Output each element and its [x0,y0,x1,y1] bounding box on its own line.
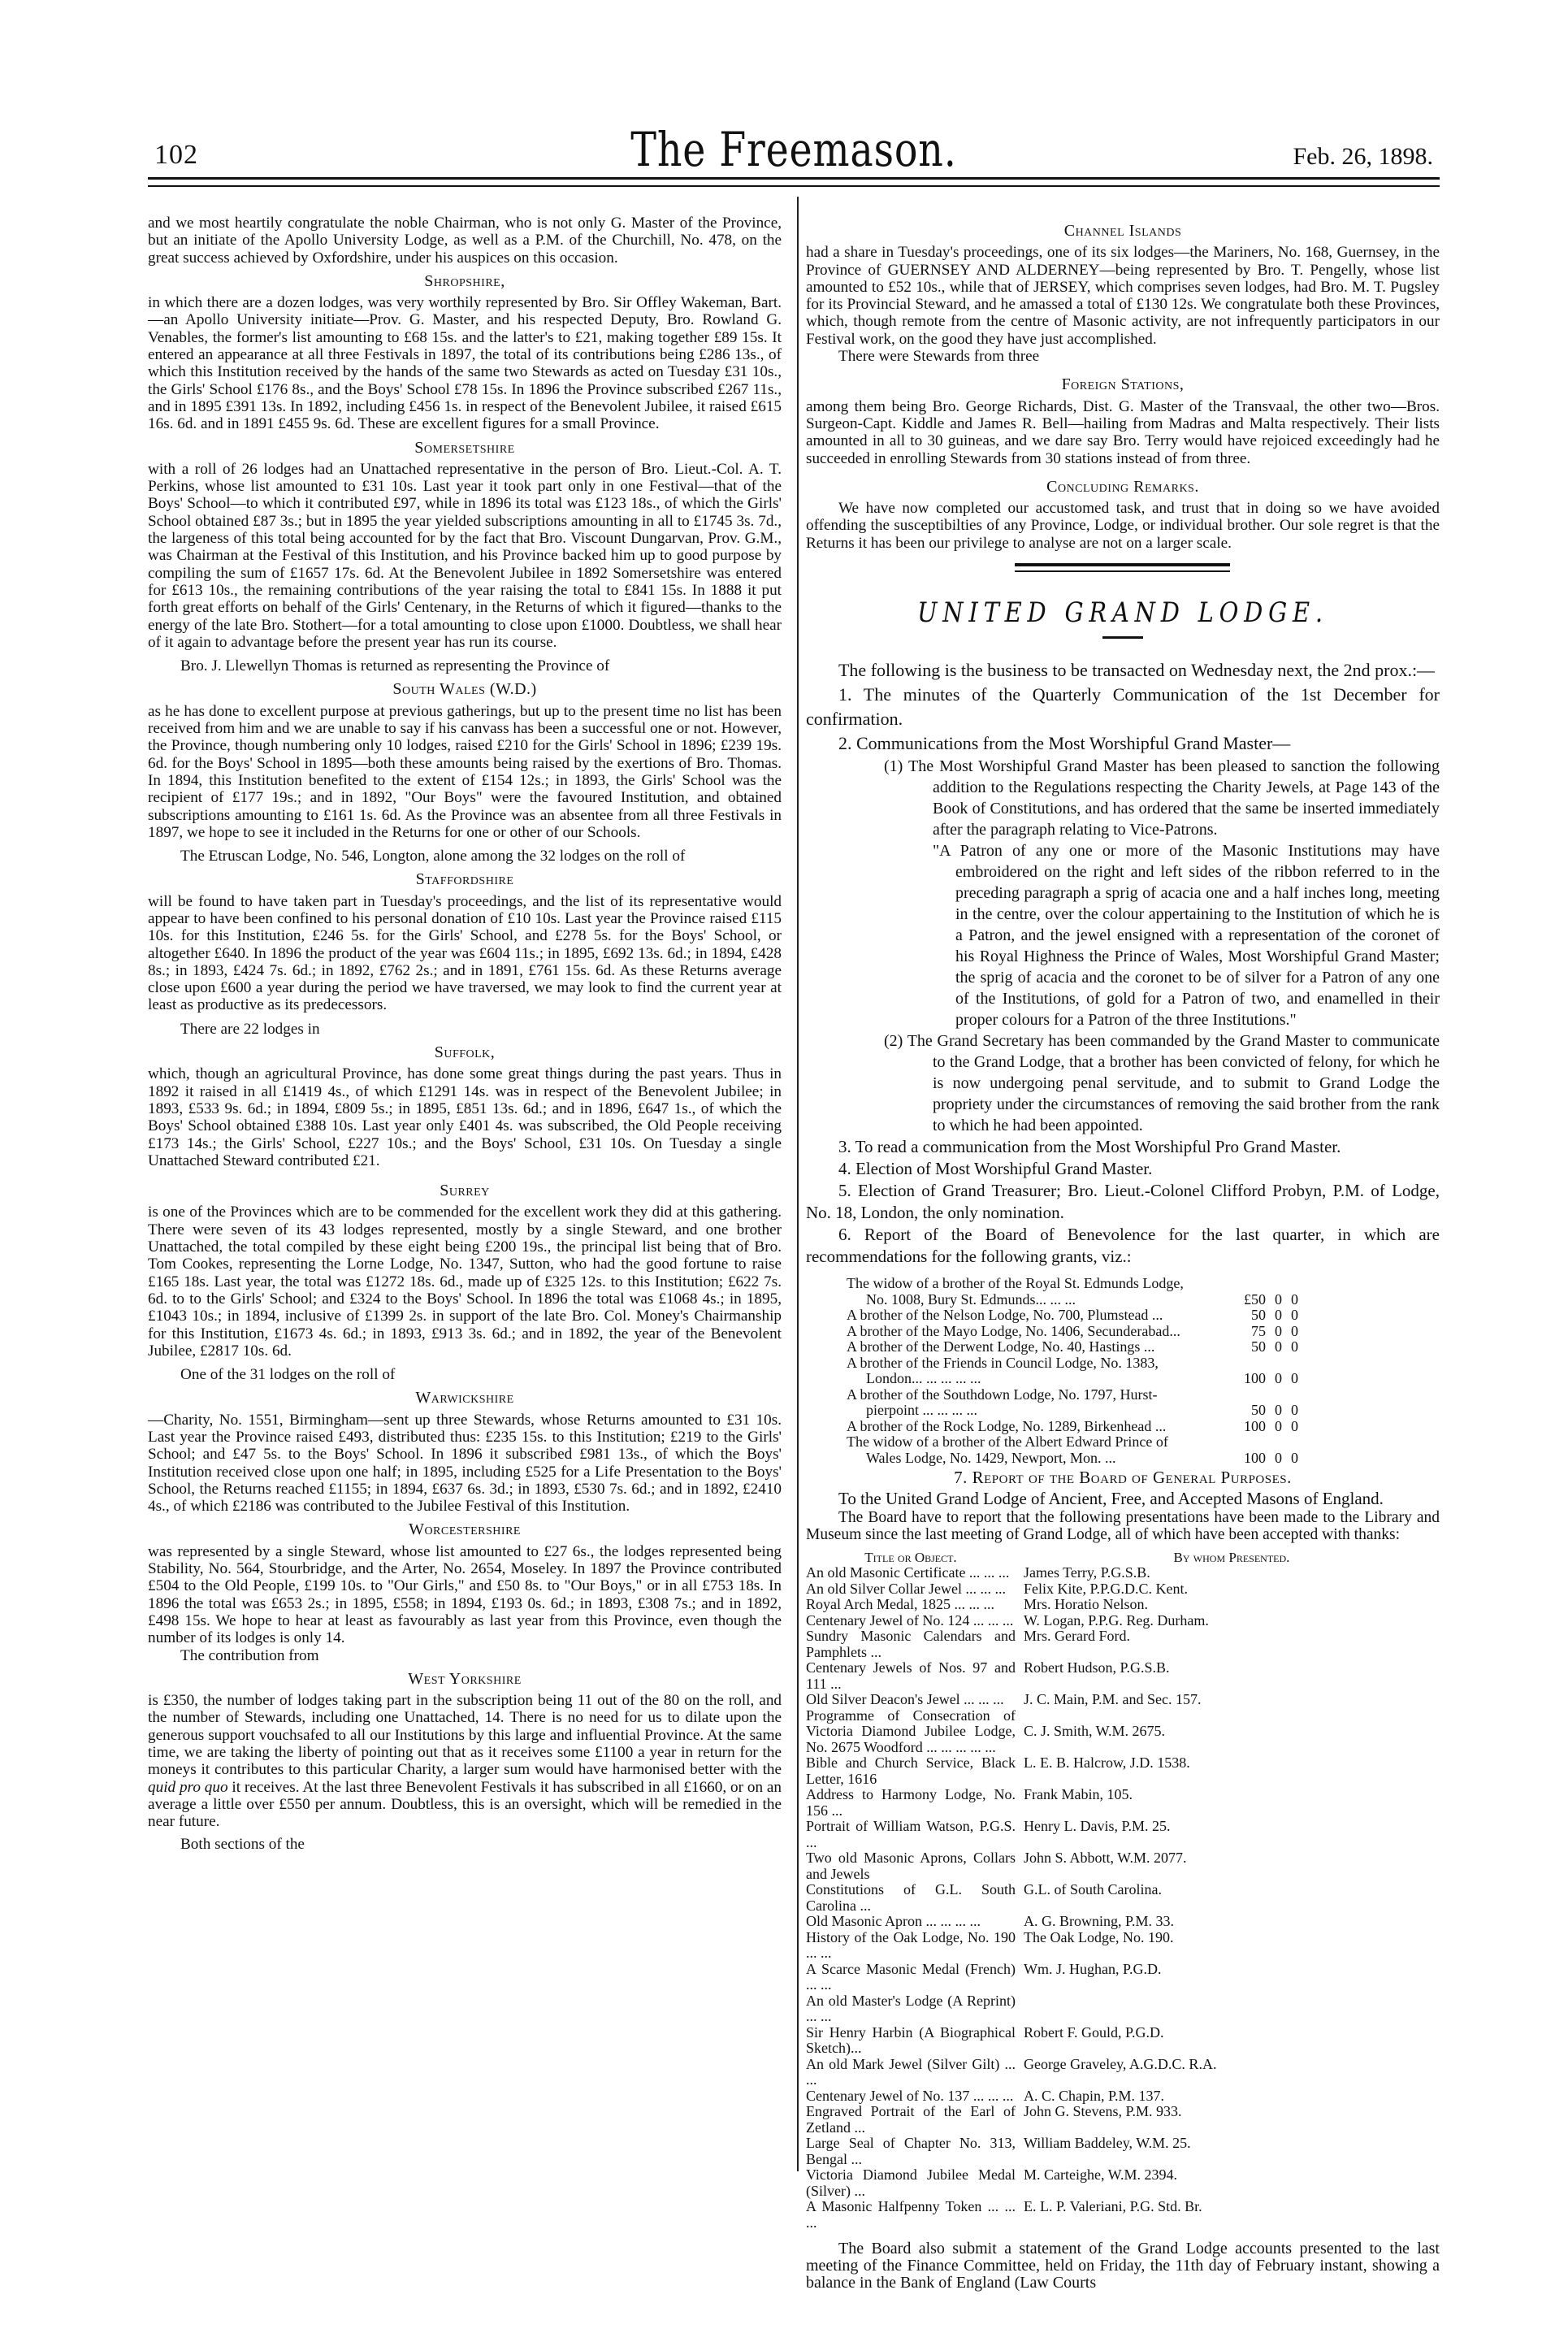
section-body-worcestershire: was represented by a single Steward, whose list amounted to £27 6s., the lodges represented being Stability, No. 564, Stourbridge, and the Arter, No. 2654, Moseley. In 1897 the Province contributed £504 to the Old People, £199 10s. to "Our Girls," and £50 8s. to "Our Boys," or in all £753 18s. In 1896 the total was £653 2s.; in 1895, £558; in 1894, £193 0s. 6d.; in 1893, £308 7s.; and in 1892, £498 15s. We hope to hear at least as favourably as last year from this Province, even though the number of its lodges is only 14. [148,1542,782,1647]
presentation-object: Old Silver Deacon's Jewel ... ... ... [805,1691,1004,1708]
grant-pounds: 100 [1243,1449,1266,1466]
section-body-channel-islands: had a share in Tuesday's proceedings, one of its six lodges—the Mariners, No. 168, Guernsey, in the Province of GUERNSEY AND ALDERNEY—being represented by Bro. T. Pengelly, whose list amounted to £52 10s., while that of JERSEY, which comprises seven lodges, had Bro. M. T. Pugsley for its Provincial Steward, and he amassed a total of £130 12s. We congratulate both these Provinces, which, though remote from the centre of Masonic activity, are not infrequently participators in our Festival work, on the good they have just accomplished. [805,244,1440,348]
presentation-object: Centenary Jewel of No. 137 ... ... ... [805,2087,1014,2104]
lead-in-south-wales: Bro. J. Llewellyn Thomas is returned as representing the Province of [180,657,610,675]
ugl-item-7-intro: The Board have to report that the following presentations have been made to the Library and Museum since the last meeting of Grand Lodge, all of which have been accepted with thanks: [805,1508,1440,1543]
grant-pounds: 100 [1243,1370,1266,1387]
ugl-intro: The following is the business to be transacted on Wednesday next, the 2nd prox.:— [838,660,1436,681]
presentation-donor: W. Logan, P.P.G. Reg. Durham. [1023,1611,1209,1629]
ugl-closing-paragraph: The Board also submit a statement of the Grand Lodge accounts presented to the last meeting of the Finance Committee, held on Friday, the 11th day of February instant, showing a balance in the Bank of England (Law Courts [805,2240,1440,2292]
presentation-row [806,2057,1440,2088]
section-heading-surrey: Surrey [440,1182,490,1200]
article-separator-thin [1015,570,1230,572]
grant-pence: 0 [1290,1370,1298,1387]
grant-pence: 0 [1290,1322,1298,1339]
presentation-donor: The Oak Lodge, No. 190. [1023,1928,1174,1945]
section-body-west-yorkshire [148,1692,782,1830]
grant-line-1: A brother of the Friends in Council Lodge, No. 1383, [846,1354,1159,1371]
grant-pounds: 50 [1250,1402,1266,1419]
grant-shillings: 0 [1274,1449,1282,1466]
lead-in-west-yorkshire: The contribution from [180,1646,319,1664]
presentation-donor: Robert Hudson, P.G.S.B. [1023,1659,1170,1676]
presentation-donor: C. J. Smith, W.M. 2675. [1023,1723,1166,1740]
grant-description [847,1419,1237,1435]
article-title-united-grand-lodge: UNITED GRAND LODGE. [917,596,1328,630]
presentation-donor: Mrs. Horatio Nelson. [1023,1596,1148,1613]
lead-in-staffordshire: The Etruscan Lodge, No. 546, Longton, alone among the 32 lodges on the roll of [180,848,686,865]
grant-description [847,1434,1237,1466]
grant-line-2: pierpoint ... ... ... ... [865,1402,977,1419]
west-yorkshire-text-a: is £350, the number of lodges taking part in the subscription being 11 out of the 80 on the roll, and the number of Stewards, including one Unattached, 14. There is no need for us to dilate upon the generous support vouchsafed to all our Institutions by this large and influential Province. At the same time, we are taking the liberty of pointing out that as it receives some £1100 a year in return for the moneys it contributes to this particular Charity, a larger sum would have harmonised better with the [148,1692,782,1779]
grant-line-1: The widow of a brother of the Albert Edward Prince of [846,1433,1168,1451]
grant-pence: 0 [1290,1449,1298,1466]
presentation-row [806,2025,1440,2057]
united-grand-lodge-body [806,658,1440,756]
presentation-row [806,2167,1440,2199]
presentation-donor: Wm. J. Hughan, P.G.D. [1023,1960,1162,1977]
presentations-table [806,1550,1440,2231]
presentation-donor: A. C. Chapin, P.M. 137. [1023,2087,1165,2104]
ugl-items-3-6 [806,1136,1440,1268]
grant-line-2: No. 1008, Bury St. Edmunds... ... ... [865,1290,1076,1308]
grant-row [847,1419,1298,1435]
presentation-object: Victoria Diamond Jubilee Medal (Silver) ... [805,2166,1016,2199]
presentation-row [806,1708,1440,1756]
article-separator-thick [1015,563,1230,566]
presentation-row [806,1755,1440,1787]
grant-line-1: A brother of the Southdown Lodge, No. 1797, Hurst- [846,1386,1158,1403]
presentation-donor: George Graveley, A.G.D.C. R.A. [1023,2055,1217,2072]
section-body-warwickshire: —Charity, No. 1551, Birmingham—sent up three Stewards, whose Returns amounted to £31 10s. Last year the Province raised £493, distributed thus: £235 15s. to this Institution; £219 to the Girls' School; and £47 5s. to the Boys' School. In 1896 it subscribed £981 13s., of which the Boys' Institution received close upon one half; in 1895, including £525 for a Life Presentation to the Boys' School, the Returns reached £1155; in 1894, £637 6s. 3d.; in 1893, £530 7s. 6d.; and in 1892, £2410 4s., of which £2186 was contributed to the Jubilee Festival of this Institution. [148,1411,782,1516]
grant-pounds: 100 [1243,1417,1266,1434]
title-underline [1102,636,1143,639]
section-heading-shropshire: Shropshire, [424,271,505,290]
presentation-row [806,1692,1440,1708]
ugl-item-2-sub-1: (1) The Most Worshipful Grand Master has been pleased to sanction the following addition to the Regulations respecting the Charity Jewels, at Page 143 of the Book of Constitutions, and has ordered that the same be inserted immediately after the paragraph relating to Vice-Patrons. [883,757,1440,839]
presentation-donor: E. L. P. Valeriani, P.G. Std. Br. [1023,2198,1202,2215]
grant-line-1: A brother of the Rock Lodge, No. 1289, Birkenhead ... [846,1417,1167,1434]
section-body-south-wales: as he has done to excellent purpose at previous gatherings, but up to the present time no list has been received from him and we are unable to say if his canvass has been a successful one or not. However, the Province, though numbering only 10 lodges, raised £210 for the Girls' School in 1896; £239 19s. 6d. for the Boys' School in 1895—both these amounts being raised by the exertions of Bro. Thomas. In 1894, this Institution benefited to the extent of £154 12s.; in 1893, the Girls' School was the recipient of £177 19s.; and in 1892, "Our Boys" were the favoured Institution, and obtained subscriptions amounting to £161 1s. 6d. As the Province was an absentee from all three Festivals in 1897, we hope to see it included in the Returns for one or other of our Schools. [148,702,782,841]
presentation-object: A Masonic Halfpenny Token ... ... ... [805,2198,1016,2231]
grant-pence: 0 [1290,1417,1298,1434]
right-column [806,215,1440,2292]
columns [148,215,1440,2292]
section-heading-channel-islands: Channel Islands [1063,222,1182,240]
grant-shillings: 0 [1274,1417,1282,1434]
presentation-row [806,2199,1440,2231]
presentation-object: Large Seal of Chapter No. 313, Bengal ... [805,2135,1016,2167]
presentation-donor: Mrs. Gerard Ford. [1023,1628,1130,1645]
grant-line-2: Wales Lodge, No. 1429, Newport, Mon. ... [865,1449,1116,1466]
section-heading-west-yorkshire: West Yorkshire [408,1669,522,1688]
grant-shillings: 0 [1274,1370,1282,1387]
presentation-object: Old Masonic Apron ... ... ... ... [805,1913,981,1930]
newspaper-page [148,122,1440,2292]
grant-pounds: £50 [1243,1290,1266,1308]
presentation-object: Bible and Church Service, Black Letter, 1616 [805,1754,1016,1787]
section-heading-foreign-stations: Foreign Stations, [1061,375,1185,394]
lead-in-continued: Both sections of the [180,1835,305,1853]
presentation-donor [1016,1993,1440,2025]
presentation-donor: John G. Stevens, P.M. 933. [1023,2103,1182,2120]
presentation-row [806,1962,1440,1993]
presentation-object: Address to Harmony Lodge, No. 156 ... [805,1786,1016,1819]
lead-in-warwickshire: One of the 31 lodges on the roll of [180,1366,396,1384]
presentation-donor: M. Carteighe, W.M. 2394. [1023,2166,1177,2184]
section-body-somersetshire: with a roll of 26 lodges had an Unattached representative in the person of Bro. Lieut.-Col. A. T. Perkins, whose list amounted to £31 10s. Last year it took part only in one Festival—that of the Boys' School—to which it contributed £97, while in 1896 its total was £123 18s., of which the Girls' School obtained £87 3s.; but in 1895 the year yielded subscriptions amounting in all to £1745 3s. 7d., the largeness of this total being accounted for by the fact that Bro. Viscount Dungarvan, Prov. G.M., was Chairman at the Festival of this Institution, and his Province backed him up to good purpose by compiling the sum of £1657 17s. 6d. At the Benevolent Jubilee in 1892 Somersetshire was entered for £613 10s., the remaining contributions of the year raising the total to £841 15s. In 1888 it put forth great efforts on behalf of the Girls' Centenary, in the Returns of which it figured—thanks to the energy of the late Bro. Stothert—for a total amounting to close upon £1000. Doubtless, we shall hear of it again to advantage before the present year has run its course. [148,460,782,651]
presentation-row [806,1565,1440,1581]
grant-line-2: London... ... ... ... ... [865,1370,981,1387]
grant-row [847,1387,1298,1419]
section-body-shropshire: in which there are a dozen lodges, was very worthily represented by Bro. Sir Offley Wakeman, Bart.—an Apollo University initiate—Prov. G. Master, and his respected Deputy, Bro. Rowland G. Venables, the former's list amounting to £68 15s. and the latter's to £21, making together £89 15s. It entered an appearance at all three Festivals in 1897, the total of its contributions being £286 13s., of which this Institution received by the hands of the same two Stewards as acted on Tuesday £31 10s., the Girls' School £176 8s., and the Boys' School £78 15s. In 1896 the Province subscribed £267 11s., and in 1895 £391 13s. In 1892, including £456 1s. in respect of the Benevolent Jubilee, it raised £615 16s. 6d. and in 1891 £455 9s. 6d. These are excellent figures for a small Province. [148,294,782,433]
grant-description [847,1355,1237,1387]
grant-row [847,1324,1298,1340]
presentation-row [806,1613,1440,1629]
issue-date: Feb. 26, 1898. [1293,143,1433,170]
grant-row [847,1308,1298,1324]
presentation-donor: G.L. of South Carolina. [1023,1881,1162,1898]
masthead-rule-bottom [148,185,1440,187]
presentation-object: An old Masonic Certificate ... ... ... [805,1564,1010,1581]
ugl-item-6: 6. Report of the Board of Benevolence for the last quarter, in which are recommendations for the following grants, viz.: [805,1225,1440,1267]
presentation-donor: Frank Mabin, 105. [1023,1786,1133,1803]
presentation-object: Two old Masonic Aprons, Collars and Jewels [805,1850,1016,1882]
presentation-donor: Robert F. Gould, P.G.D. [1023,2023,1164,2041]
section-heading-worcestershire: Worcestershire [409,1520,521,1539]
presentation-row [806,1581,1440,1598]
presentation-row [806,1597,1440,1613]
presentation-donor: John S. Abbott, W.M. 2077. [1023,1850,1187,1867]
left-column [148,215,790,2292]
section-heading-staffordshire: Staffordshire [415,870,514,889]
presentation-object: An old Master's Lodge (A Reprint) ... ... [805,1992,1016,2025]
page-number: 102 [154,140,198,170]
lead-in-suffolk: There are 22 lodges in [180,1020,320,1038]
presentation-object: Constitutions of G.L. South Carolina ... [805,1881,1016,1914]
west-yorkshire-text-b: it receives. At the last three Benevolent Festivals it has subscribed in all £1660, or on an average a little over £550 per annum. Doubtless, this is an oversight, which will be remedied in the near future. [148,1778,782,1831]
header-title-or-object: Title or Object. [864,1549,957,1565]
grant-description [847,1324,1237,1340]
masthead-rules [148,172,1440,195]
section-body-foreign-stations: among them being Bro. George Richards, Dist. G. Master of the Transvaal, the other two—Bros. Surgeon-Capt. Kiddle and James R. Bell—hailing from Madras and Malta respectively. Their lists amounted in all to 30 guineas, and we dare say Bro. Terry would have rejoiced exceedingly had he succeeded in enrolling Stewards from 30 stations instead of from three. [805,397,1440,467]
masthead [148,122,1440,177]
presentation-row [806,1914,1440,1930]
grant-pence: 0 [1290,1402,1298,1419]
presentation-object: Sir Henry Harbin (A Biographical Sketch)... [805,2023,1016,2057]
presentation-row [806,1787,1440,1819]
presentation-object: An old Mark Jewel (Silver Gilt) ... ... [805,2055,1016,2088]
presentation-donor: Henry L. Davis, P.M. 25. [1023,1818,1171,1835]
grant-pence: 0 [1290,1307,1298,1324]
section-heading-concluding-remarks: Concluding Remarks. [1046,477,1199,496]
presentation-donor: Felix Kite, P.P.G.D.C. Kent. [1023,1580,1189,1597]
grant-shillings: 0 [1274,1402,1282,1419]
grant-description [847,1339,1237,1355]
grant-shillings: 0 [1274,1307,1282,1324]
lead-in-foreign-stations: There were Stewards from three [838,348,1040,366]
presentation-donor: A. G. Browning, P.M. 33. [1023,1913,1175,1930]
header-by-whom: By whom Presented. [1173,1549,1290,1565]
grant-shillings: 0 [1274,1290,1282,1308]
ugl-item-7-heading: 7. Report of the Board of General Purposes. [954,1468,1292,1488]
grant-line-1: A brother of the Derwent Lodge, No. 40, Hastings ... [846,1338,1155,1355]
presentation-row [806,2104,1440,2136]
presentation-object: Portrait of William Watson, P.G.S. ... [805,1818,1016,1850]
grant-description [847,1308,1237,1324]
grant-shillings: 0 [1274,1338,1282,1355]
presentation-donor: William Baddeley, W.M. 25. [1023,2135,1191,2152]
grant-row [847,1355,1298,1387]
presentation-row [806,1629,1440,1660]
publication-title: The Freemason. [630,122,957,177]
presentation-object: Centenary Jewel of No. 124 ... ... ... [805,1611,1014,1629]
presentation-object: Centenary Jewels of Nos. 97 and 111 ... [805,1659,1016,1692]
presentation-row [806,1850,1440,1882]
section-body-suffolk: which, though an agricultural Province, has done some great things during the past years. Thus in 1892 it raised in all £1419 4s., of which £1291 14s. was in respect of the Benevolent Jubilee; in 1893, £533 9s. 6d.; in 1894, £809 5s.; in 1895, £851 13s. 6d.; and in 1896, £647 1s., of which the Boys' School obtained £388 10s. Last year only £401 4s. was subscribed, the Old People receiving £173 14s.; the Girls' School, £227 10s.; and the Boys' School, £31 10s. On Tuesday a single Unattached Steward contributed £21. [148,1065,782,1169]
ugl-item-2-sub-2: (2) The Grand Secretary has been commanded by the Grand Master to communicate to the Grand Lodge, that a brother has been convicted of felony, for which he is now undergoing penal servitude, and to submit to Grand Lodge the propriety under the circumstances of removing the said brother from the rank to which he had been appointed. [883,1032,1440,1135]
ugl-item-1: 1. The minutes of the Quarterly Communication of the 1st December for confirmation. [805,684,1440,730]
presentations-header-row [806,1550,1440,1566]
grant-line-1: A brother of the Mayo Lodge, No. 1406, Secunderabad... [846,1322,1180,1339]
presentation-row [806,1660,1440,1692]
presentation-row [806,2088,1440,2105]
grant-pence: 0 [1290,1338,1298,1355]
ugl-item-5: 5. Election of Grand Treasurer; Bro. Lieut.-Colonel Clifford Probyn, P.M. of Lodge, No. 18, London, the only nomination. [805,1181,1440,1223]
presentation-row [806,1993,1440,2025]
grant-pounds: 50 [1250,1338,1266,1355]
section-body-staffordshire: will be found to have taken part in Tuesday's proceedings, and the list of its representative would appear to have been confined to his personal donation of £10 10s. Last year the Province raised £115 10s. for this Institution, £246 5s. for the Girls' School, and £278 5s. for the Boys' School, or altogether £640. In 1896 the product of the year was £604 11s.; in 1895, £692 13s. 6d.; in 1894, £428 8s.; in 1893, £424 7s. 6d.; in 1892, £762 2s.; and in 1891, £761 15s. 6d. As these Returns average close upon £600 a year during the period we have traversed, we may look to find the current year at least as productive as its predecessors. [148,892,782,1014]
presentation-donor: J. C. Main, P.M. and Sec. 157. [1023,1691,1202,1708]
grants-table [847,1276,1298,1466]
grant-shillings: 0 [1274,1322,1282,1339]
presentation-donor: James Terry, P.G.S.B. [1023,1564,1150,1581]
grant-pounds: 75 [1250,1322,1266,1339]
presentation-row [806,2136,1440,2167]
grant-row [847,1276,1298,1308]
presentation-donor: L. E. B. Halcrow, J.D. 1538. [1023,1754,1190,1772]
section-heading-south-wales: South Wales (W.D.) [392,680,537,699]
grant-description [847,1276,1237,1308]
presentation-object: Sundry Masonic Calendars and Pamphlets ... [805,1628,1016,1660]
presentation-object: Programme of Consecration of Victoria Diamond Jubilee Lodge, No. 2675 Woodford ... ... ... ... ... [805,1707,1016,1755]
section-heading-warwickshire: Warwickshire [415,1389,514,1407]
presentation-object: An old Silver Collar Jewel ... ... ... [805,1580,1006,1597]
section-body-surrey: is one of the Provinces which are to be commended for the excellent work they did at this gathering. There were seven of its 43 lodges represented, mostly by a single Steward, and one brother Unattached, the total compiled by these eight being £200 19s., the principal list being that of Bro. Tom Cookes, representing the Lorne Lodge, No. 1347, Sutton, who had the good fortune to raise £165 18s. Last year, the total was £1272 18s. 6d., made up of £325 12s. to this Institution; £622 7s. 6d. to to the Girls' School; and £324 to the Boys' School. In 1896 the total was £1068 4s.; in 1895, £1043 10s.; in 1894, inclusive of £1399 2s. in support of the late Bro. Col. Money's Chairmanship for this Institution, £1673 4s. 6d.; in 1893, £913 3s. 6d.; and in 1892, the year of the Benevolent Jubilee, £2817 10s. 6d. [148,1204,782,1360]
masthead-rule-top [148,177,1440,180]
grant-pounds: 50 [1250,1307,1266,1324]
grant-line-1: The widow of a brother of the Royal St. Edmunds Lodge, [846,1275,1184,1292]
presentation-object: History of the Oak Lodge, No. 190 ... ... [805,1928,1016,1962]
west-yorkshire-italic-phrase: quid pro quo [148,1778,228,1796]
grant-row [847,1339,1298,1355]
ugl-item-3: 3. To read a communication from the Most Worshipful Pro Grand Master. [838,1137,1341,1157]
presentation-row [806,1819,1440,1850]
grant-row [847,1434,1298,1466]
presentation-object: A Scarce Masonic Medal (French) ... ... [805,1960,1016,1993]
presentation-row [806,1882,1440,1914]
opening-paragraph: and we most heartily congratulate the noble Chairman, who is not only G. Master of the Province, but an initiate of the Apollo University Lodge, as well as a P.M. of the Churchill, No. 478, on the great success achieved by Oxfordshire, under his auspices on this occasion. [148,215,782,267]
grant-pence: 0 [1290,1290,1298,1308]
section-heading-somersetshire: Somersetshire [414,438,515,457]
ugl-item-4: 4. Election of Most Worshipful Grand Master. [838,1159,1153,1179]
ugl-item-2-quote: "A Patron of any one or more of the Masonic Institutions may have embroidered on the right and left sides of the ribbon referred to in the preceding paragraph a sprig of acacia one and a half inches long, meeting in the centre, over the colour appertaining to the Institution of which he is a Patron, and the jewel ensigned with a representation of the coronet of his Royal Highness the Prince of Wales, Most Worshipful Grand Master; the sprig of acacia and the coronet to be of silver for a Patron of any one of the Institutions, of gold for a Patron of two, and enamelled in their proper colours for a Patron of the three Institutions." [932,842,1440,1030]
section-heading-suffolk: Suffolk, [434,1043,496,1062]
grant-description [847,1387,1237,1419]
section-body-concluding-remarks: We have now completed our accustomed task, and trust that in doing so we have avoided offending the susceptibilties of any Province, Lodge, or individual brother. Our sole regret is that the Returns it has been our privilege to analyse are not on a larger scale. [805,500,1440,552]
presentation-row [806,1930,1440,1962]
grant-line-1: A brother of the Nelson Lodge, No. 700, Plumstead ... [846,1307,1163,1324]
ugl-item-7-address: To the United Grand Lodge of Ancient, Free, and Accepted Masons of England. [838,1488,1384,1508]
column-divider [797,197,799,2171]
ugl-item-2: 2. Communications from the Most Worshipful Grand Master— [838,733,1291,754]
presentation-object: Royal Arch Medal, 1825 ... ... ... [805,1596,994,1613]
presentation-object: Engraved Portrait of the Earl of Zetland ... [805,2103,1016,2136]
